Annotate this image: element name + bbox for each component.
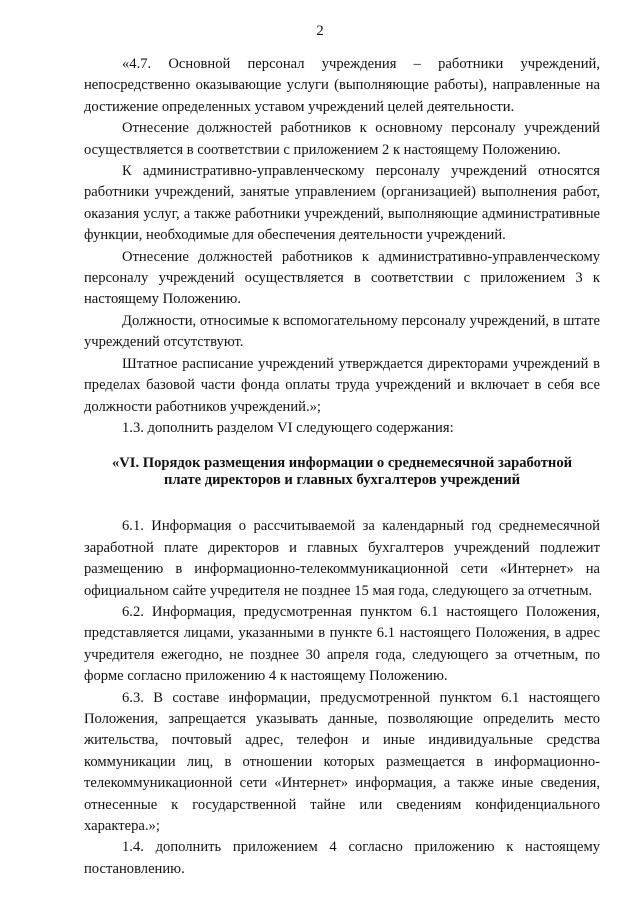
paragraph-main-staff-positions: Отнесение должностей работников к основному персоналу учреждений осуществляется в соответствии с приложением 2 к настоящему Положению. [84, 120, 600, 158]
paragraph-6-1: 6.1. Информация о рассчитываемой за календарный год среднемесячной заработной плате директоров и главных бухгалтеров учреждений подлежит размещению в информационно-телекоммуникационной сети «Интернет» на официальном сайте учредителя не позднее 15 мая года, следующего за отчетным. [84, 518, 600, 599]
paragraph-support-staff: Должности, относимые к вспомогательному персоналу учреждений, в штате учреждений отсутствуют. [84, 312, 600, 351]
paragraph-1-4: 1.4. дополнить приложением 4 согласно приложению к настоящему постановлению. [84, 839, 600, 877]
page-number: 2 [316, 23, 324, 39]
paragraph-4-7: «4.7. Основной персонал учреждения – работники учреждений, непосредственно оказывающие услуги (выполняющие работы), направленные на достижение определенных уставом учреждений целей деятельности. [84, 56, 600, 115]
paragraph-1-3: 1.3. дополнить разделом VI следующего содержания: [122, 419, 454, 436]
paragraph-6-3: 6.3. В составе информации, предусмотренной пунктом 6.1 настоящего Положения, запрещается указывать данные, позволяющие определить место жительства, почтовый адрес, телефон и иные индивидуальные средства коммуникации лиц, в отношении которых размещается в информационно-телекоммуникационной сети «Интернет» информация, а также иные сведения, отнесенные к государственной тайне или сведениям конфиденциального характера.»; [84, 689, 600, 834]
paragraph-admin-staff: К административно-управленческому персоналу учреждений относятся работники учреждений, занятые управлением (организацией) выполнения работ, оказания услуг, а также работники учреждений, выполняющие административные функции, необходимые для обеспечения деятельности учреждений. [84, 163, 600, 244]
document-body [84, 54, 600, 880]
paragraph-admin-staff-positions: Отнесение должностей работников к административно-управленческому персоналу учреждений осуществляется в соответствии с приложением 3 к настоящему Положению. [84, 248, 600, 308]
paragraph-6-2: 6.2. Информация, предусмотренная пунктом 6.1 настоящего Положения, представляется лицами, указанными в пункте 6.1 настоящего Положения, в адрес учредителя ежегодно, не позднее 30 апреля года, следующего за отчетным, по форме согласно приложению 4 к настоящему Положению. [84, 603, 600, 685]
section-heading: «VI. Порядок размещения информации о среднемесячной заработной плате директоров и главных бухгалтеров учреждений [111, 455, 573, 489]
paragraph-staff-schedule: Штатное расписание учреждений утверждается директорами учреждений в пределах базовой части фонда оплаты труда учреждений и включает в себя все должности работников учреждений.»; [84, 355, 600, 415]
